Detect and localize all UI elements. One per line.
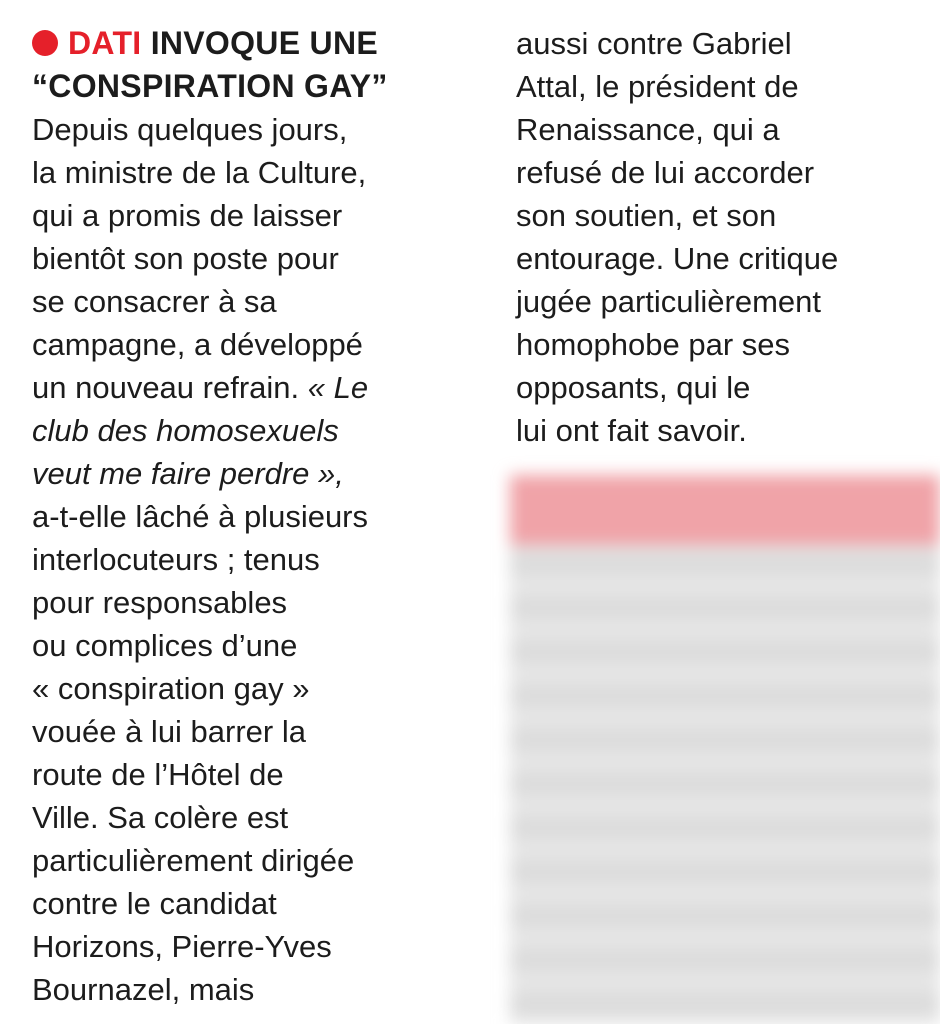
headline-keyword: DATI xyxy=(68,25,142,61)
body-line: route de l’Hôtel de xyxy=(32,757,284,792)
body-line: refusé de lui accorder xyxy=(516,155,815,190)
blurred-red-stripe xyxy=(510,475,940,545)
body-line: Depuis quelques jours, xyxy=(32,112,348,147)
body-line: pour responsables xyxy=(32,585,288,620)
body-line: Renaissance, qui a xyxy=(516,112,780,147)
article-body-left xyxy=(32,108,482,1011)
body-line: campagne, a développé xyxy=(32,327,363,362)
quote-fragment: veut me faire perdre », xyxy=(32,456,344,491)
body-line: jugée particulièrement xyxy=(516,284,822,319)
blurred-region xyxy=(510,475,940,1024)
body-line: Attal, le président de xyxy=(516,69,799,104)
body-line: Ville. Sa colère est xyxy=(32,800,289,835)
body-line: vouée à lui barrer la xyxy=(32,714,306,749)
quote-fragment: club des homosexuels xyxy=(32,413,339,448)
body-line: homophobe par ses xyxy=(516,327,791,362)
quote-fragment: « Le xyxy=(307,370,369,405)
body-text-fragment: un nouveau refrain. xyxy=(32,370,300,405)
body-line: contre le candidat xyxy=(32,886,277,921)
red-bullet-icon xyxy=(32,30,58,56)
body-line-quote xyxy=(32,452,482,495)
article-column-right xyxy=(516,22,936,452)
headline xyxy=(32,22,482,108)
body-line-quote xyxy=(32,409,482,452)
body-line: bientôt son poste pour xyxy=(32,241,339,276)
body-line: « conspiration gay » xyxy=(32,671,310,706)
body-line: lui ont fait savoir. xyxy=(516,413,747,448)
body-line: entourage. Une critique xyxy=(516,241,839,276)
body-line: son soutien, et son xyxy=(516,198,777,233)
body-line: opposants, qui le xyxy=(516,370,751,405)
body-line: se consacrer à sa xyxy=(32,284,277,319)
headline-line2: “CONSPIRATION GAY” xyxy=(32,68,388,104)
body-line xyxy=(32,366,482,409)
body-line: qui a promis de laisser xyxy=(32,198,343,233)
body-line: particulièrement dirigée xyxy=(32,843,355,878)
body-line: a-t-elle lâché à plusieurs xyxy=(32,499,369,534)
article-column-left xyxy=(32,22,482,1011)
body-line: la ministre de la Culture, xyxy=(32,155,367,190)
headline-line1: INVOQUE UNE xyxy=(150,25,379,61)
body-line: aussi contre Gabriel xyxy=(516,26,792,61)
body-line: Horizons, Pierre-Yves xyxy=(32,929,332,964)
body-line: ou complices d’une xyxy=(32,628,298,663)
article-body-right xyxy=(516,22,936,452)
body-line: interlocuteurs ; tenus xyxy=(32,542,320,577)
body-line: Bournazel, mais xyxy=(32,972,255,1007)
